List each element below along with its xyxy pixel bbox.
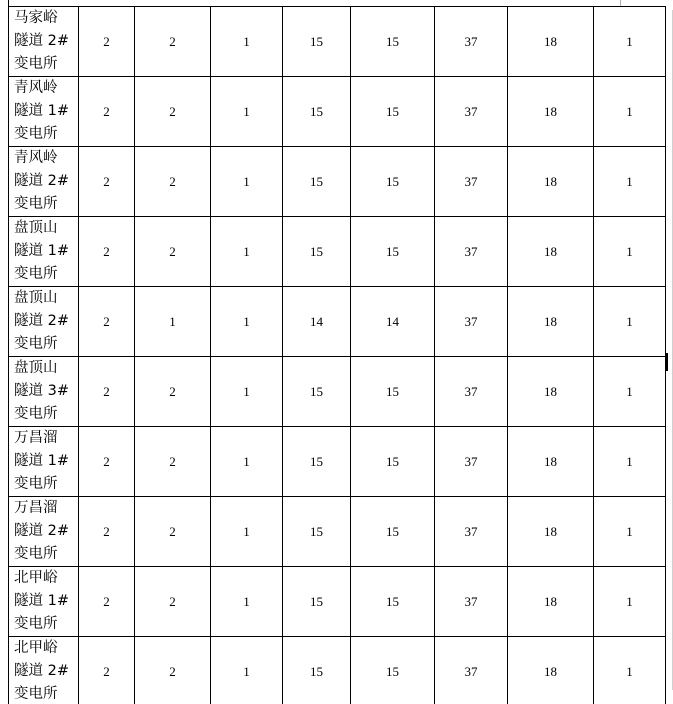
substation-name-line: 青风岭 — [14, 80, 58, 96]
value-cell[interactable]: 1 — [211, 637, 283, 704]
substation-name-cell[interactable] — [9, 357, 79, 427]
value-cell[interactable]: 1 — [211, 217, 283, 287]
value-cell[interactable]: 15 — [351, 497, 435, 567]
value-cell[interactable]: 15 — [351, 427, 435, 497]
substation-name-line: 隧道 2# — [14, 313, 69, 329]
value-cell[interactable]: 18 — [508, 357, 594, 427]
substation-name-line: 盘顶山 — [14, 290, 58, 306]
value-cell[interactable]: 1 — [594, 637, 666, 704]
substation-name-line: 隧道 1# — [14, 593, 69, 609]
table-row — [9, 217, 666, 287]
value-cell[interactable]: 2 — [79, 637, 135, 704]
value-cell[interactable]: 2 — [135, 637, 211, 704]
value-cell[interactable]: 37 — [435, 217, 508, 287]
value-cell[interactable]: 14 — [351, 287, 435, 357]
value-cell[interactable]: 2 — [135, 357, 211, 427]
substation-name-line: 变电所 — [14, 476, 58, 492]
substation-name-line: 隧道 3# — [14, 383, 69, 399]
substation-name-cell[interactable] — [9, 147, 79, 217]
value-cell[interactable]: 1 — [211, 567, 283, 637]
value-cell[interactable]: 18 — [508, 217, 594, 287]
value-cell[interactable]: 2 — [135, 147, 211, 217]
substation-name-line: 隧道 1# — [14, 453, 69, 469]
value-cell[interactable]: 14 — [283, 287, 351, 357]
substation-table — [8, 6, 666, 704]
substation-name-cell[interactable] — [9, 7, 79, 77]
substation-name-line: 隧道 2# — [14, 663, 69, 679]
substation-name-line: 变电所 — [14, 196, 58, 212]
table-row — [9, 7, 666, 77]
substation-name-line: 变电所 — [14, 126, 58, 142]
value-cell[interactable]: 37 — [435, 7, 508, 77]
value-cell[interactable]: 15 — [283, 7, 351, 77]
value-cell[interactable]: 18 — [508, 637, 594, 704]
value-cell[interactable]: 15 — [283, 637, 351, 704]
value-cell[interactable]: 1 — [594, 217, 666, 287]
value-cell[interactable]: 1 — [594, 7, 666, 77]
value-cell[interactable]: 15 — [283, 427, 351, 497]
table-row — [9, 567, 666, 637]
substation-name-line: 青风岭 — [14, 150, 58, 166]
substation-name-line: 北甲峪 — [14, 570, 58, 586]
value-cell[interactable]: 37 — [435, 357, 508, 427]
table-row — [9, 427, 666, 497]
table-row — [9, 147, 666, 217]
value-cell[interactable]: 2 — [79, 287, 135, 357]
value-cell[interactable]: 18 — [508, 567, 594, 637]
table-row — [9, 287, 666, 357]
substation-name-line: 盘顶山 — [14, 220, 58, 236]
value-cell[interactable]: 37 — [435, 77, 508, 147]
value-cell[interactable]: 18 — [508, 497, 594, 567]
value-cell[interactable]: 1 — [594, 427, 666, 497]
value-cell[interactable]: 1 — [211, 497, 283, 567]
value-cell[interactable]: 15 — [283, 357, 351, 427]
value-cell[interactable]: 15 — [351, 147, 435, 217]
substation-name-line: 盘顶山 — [14, 360, 58, 376]
value-cell[interactable]: 1 — [211, 147, 283, 217]
value-cell[interactable]: 15 — [283, 497, 351, 567]
value-cell[interactable]: 1 — [594, 287, 666, 357]
substation-name-line: 隧道 1# — [14, 103, 69, 119]
value-cell[interactable]: 1 — [594, 497, 666, 567]
table-row — [9, 357, 666, 427]
value-cell[interactable]: 15 — [351, 357, 435, 427]
value-cell[interactable]: 15 — [351, 77, 435, 147]
value-cell[interactable]: 18 — [508, 147, 594, 217]
value-cell[interactable]: 2 — [135, 77, 211, 147]
value-cell[interactable]: 15 — [283, 147, 351, 217]
value-cell[interactable]: 2 — [79, 567, 135, 637]
substation-name-line: 变电所 — [14, 406, 58, 422]
substation-name-line: 变电所 — [14, 616, 58, 632]
value-cell[interactable]: 2 — [135, 497, 211, 567]
value-cell[interactable]: 1 — [211, 287, 283, 357]
substation-name-line: 万昌溜 — [14, 500, 58, 516]
value-cell[interactable]: 15 — [351, 567, 435, 637]
value-cell[interactable]: 15 — [283, 567, 351, 637]
substation-name-cell[interactable] — [9, 217, 79, 287]
substation-name-line: 变电所 — [14, 546, 58, 562]
substation-name-line: 变电所 — [14, 686, 58, 702]
substation-name-line: 变电所 — [14, 56, 58, 72]
substation-name-line: 变电所 — [14, 336, 58, 352]
value-cell[interactable]: 18 — [508, 427, 594, 497]
value-cell[interactable]: 2 — [79, 147, 135, 217]
value-cell[interactable]: 1 — [211, 7, 283, 77]
substation-name-line: 万昌溜 — [14, 430, 58, 446]
value-cell[interactable]: 1 — [594, 77, 666, 147]
value-cell[interactable]: 1 — [594, 357, 666, 427]
table-body — [9, 7, 666, 704]
value-cell[interactable]: 2 — [79, 357, 135, 427]
value-cell[interactable]: 2 — [79, 217, 135, 287]
table-row — [9, 77, 666, 147]
value-cell[interactable]: 15 — [351, 217, 435, 287]
substation-name-cell[interactable] — [9, 287, 79, 357]
value-cell[interactable]: 18 — [508, 77, 594, 147]
substation-name-line: 马家峪 — [14, 10, 58, 26]
value-cell[interactable]: 37 — [435, 637, 508, 704]
substation-name-line: 隧道 2# — [14, 173, 69, 189]
value-cell[interactable]: 37 — [435, 497, 508, 567]
value-cell[interactable]: 37 — [435, 147, 508, 217]
substation-name-cell[interactable] — [9, 427, 79, 497]
value-cell[interactable]: 2 — [79, 427, 135, 497]
value-cell[interactable]: 1 — [594, 567, 666, 637]
value-cell[interactable]: 15 — [283, 77, 351, 147]
table-row — [9, 497, 666, 567]
value-cell[interactable]: 2 — [135, 7, 211, 77]
value-cell[interactable]: 37 — [435, 287, 508, 357]
value-cell[interactable]: 1 — [211, 427, 283, 497]
substation-name-cell[interactable] — [9, 497, 79, 567]
substation-name-line: 隧道 1# — [14, 243, 69, 259]
value-cell[interactable]: 37 — [435, 427, 508, 497]
value-cell[interactable]: 2 — [79, 7, 135, 77]
text-cursor — [666, 353, 668, 371]
value-cell[interactable]: 2 — [135, 217, 211, 287]
substation-name-cell[interactable] — [9, 77, 79, 147]
table-row — [9, 637, 666, 704]
value-cell[interactable]: 2 — [79, 77, 135, 147]
value-cell[interactable]: 15 — [283, 217, 351, 287]
value-cell[interactable]: 37 — [435, 567, 508, 637]
value-cell[interactable]: 15 — [351, 7, 435, 77]
value-cell[interactable]: 18 — [508, 7, 594, 77]
value-cell[interactable]: 2 — [79, 497, 135, 567]
substation-name-line: 隧道 2# — [14, 33, 69, 49]
value-cell[interactable]: 18 — [508, 287, 594, 357]
value-cell[interactable]: 15 — [351, 637, 435, 704]
substation-name-line: 变电所 — [14, 266, 58, 282]
substation-name-cell[interactable] — [9, 567, 79, 637]
value-cell[interactable]: 2 — [135, 567, 211, 637]
value-cell[interactable]: 1 — [211, 357, 283, 427]
value-cell[interactable]: 1 — [594, 147, 666, 217]
value-cell[interactable]: 1 — [135, 287, 211, 357]
substation-name-cell[interactable] — [9, 637, 79, 704]
value-cell[interactable]: 2 — [135, 427, 211, 497]
substation-name-line: 隧道 2# — [14, 523, 69, 539]
substation-name-line: 北甲峪 — [14, 640, 58, 656]
value-cell[interactable]: 1 — [211, 77, 283, 147]
